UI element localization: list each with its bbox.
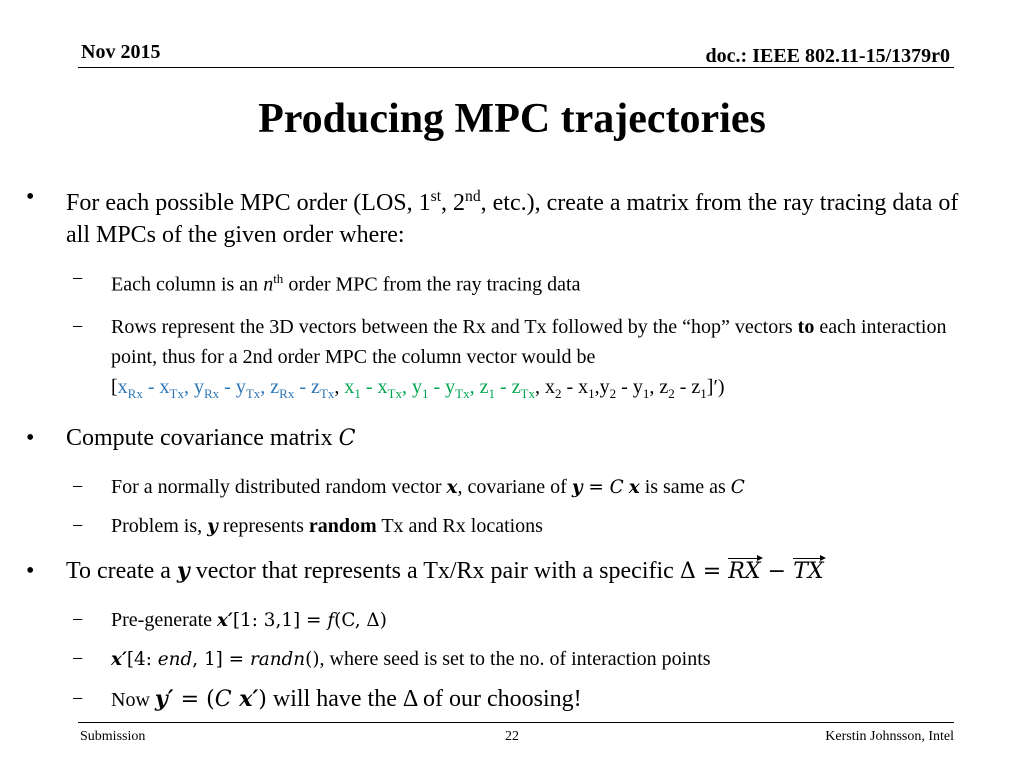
sub-normal-distribution: − For a normally distributed random vector x, covariane of y = C x is same as C: [72, 476, 745, 498]
header-date: Nov 2015: [81, 41, 161, 63]
footer-submission: Submission: [80, 729, 146, 744]
bullet-create-y-vector: • To create a y vector that represents a Tx/Rx pair with a specific Δ = RX − TX: [26, 558, 824, 584]
sub-pre-generate: − Pre-generate x′[1: 3,1] = f(C, Δ): [72, 609, 387, 631]
slide-title: Producing MPC trajectories: [258, 96, 766, 142]
header-rule: [78, 67, 954, 68]
sub-now-y-prime: − Now y′ = (C x′) will have the Δ of our choosing!: [72, 686, 582, 712]
footer-author: Kerstin Johnsson, Intel: [825, 729, 954, 744]
sub-rows-definition: − Rows represent the 3D vectors between the Rx and Tx followed by the “hop” vectors to each interaction point, thus for a 2nd order MPC the column vector would be [$x_{Rx} - x_{Tx}$, $y_{Rx} - y_{Tx}$, $z_{Rx} - z_{Tx}$, $x_1 - x_{Tx}$, $y_1 - y_{Tx}$, $z_1 - z_{Tx}$, $x_2 - x_1,y_2 - y_1$, $z_2 - z_1]'$): [72, 316, 947, 401]
footer-page-number: 22: [505, 729, 519, 744]
sub-randn: − x′[4: end, 1] = randn(), where seed is set to the no. of interaction points: [72, 648, 711, 670]
header-doc-id: doc.: IEEE 802.11-15/1379r0: [705, 45, 950, 67]
sub-column-definition: − Each column is an $n^{th}$ order MPC from the ray tracing data: [72, 268, 581, 296]
sub-problem-random: − Problem is, y represents random Tx and Rx locations: [72, 515, 543, 537]
bullet-covariance: • Compute covariance matrix C: [26, 425, 356, 451]
bullet-mpc-order: • For each possible MPC order (LOS, 1st, 2nd, etc.), create a matrix from the ray tracing data of all MPCs of the given order where:: [26, 184, 959, 248]
footer-rule: [78, 722, 954, 723]
